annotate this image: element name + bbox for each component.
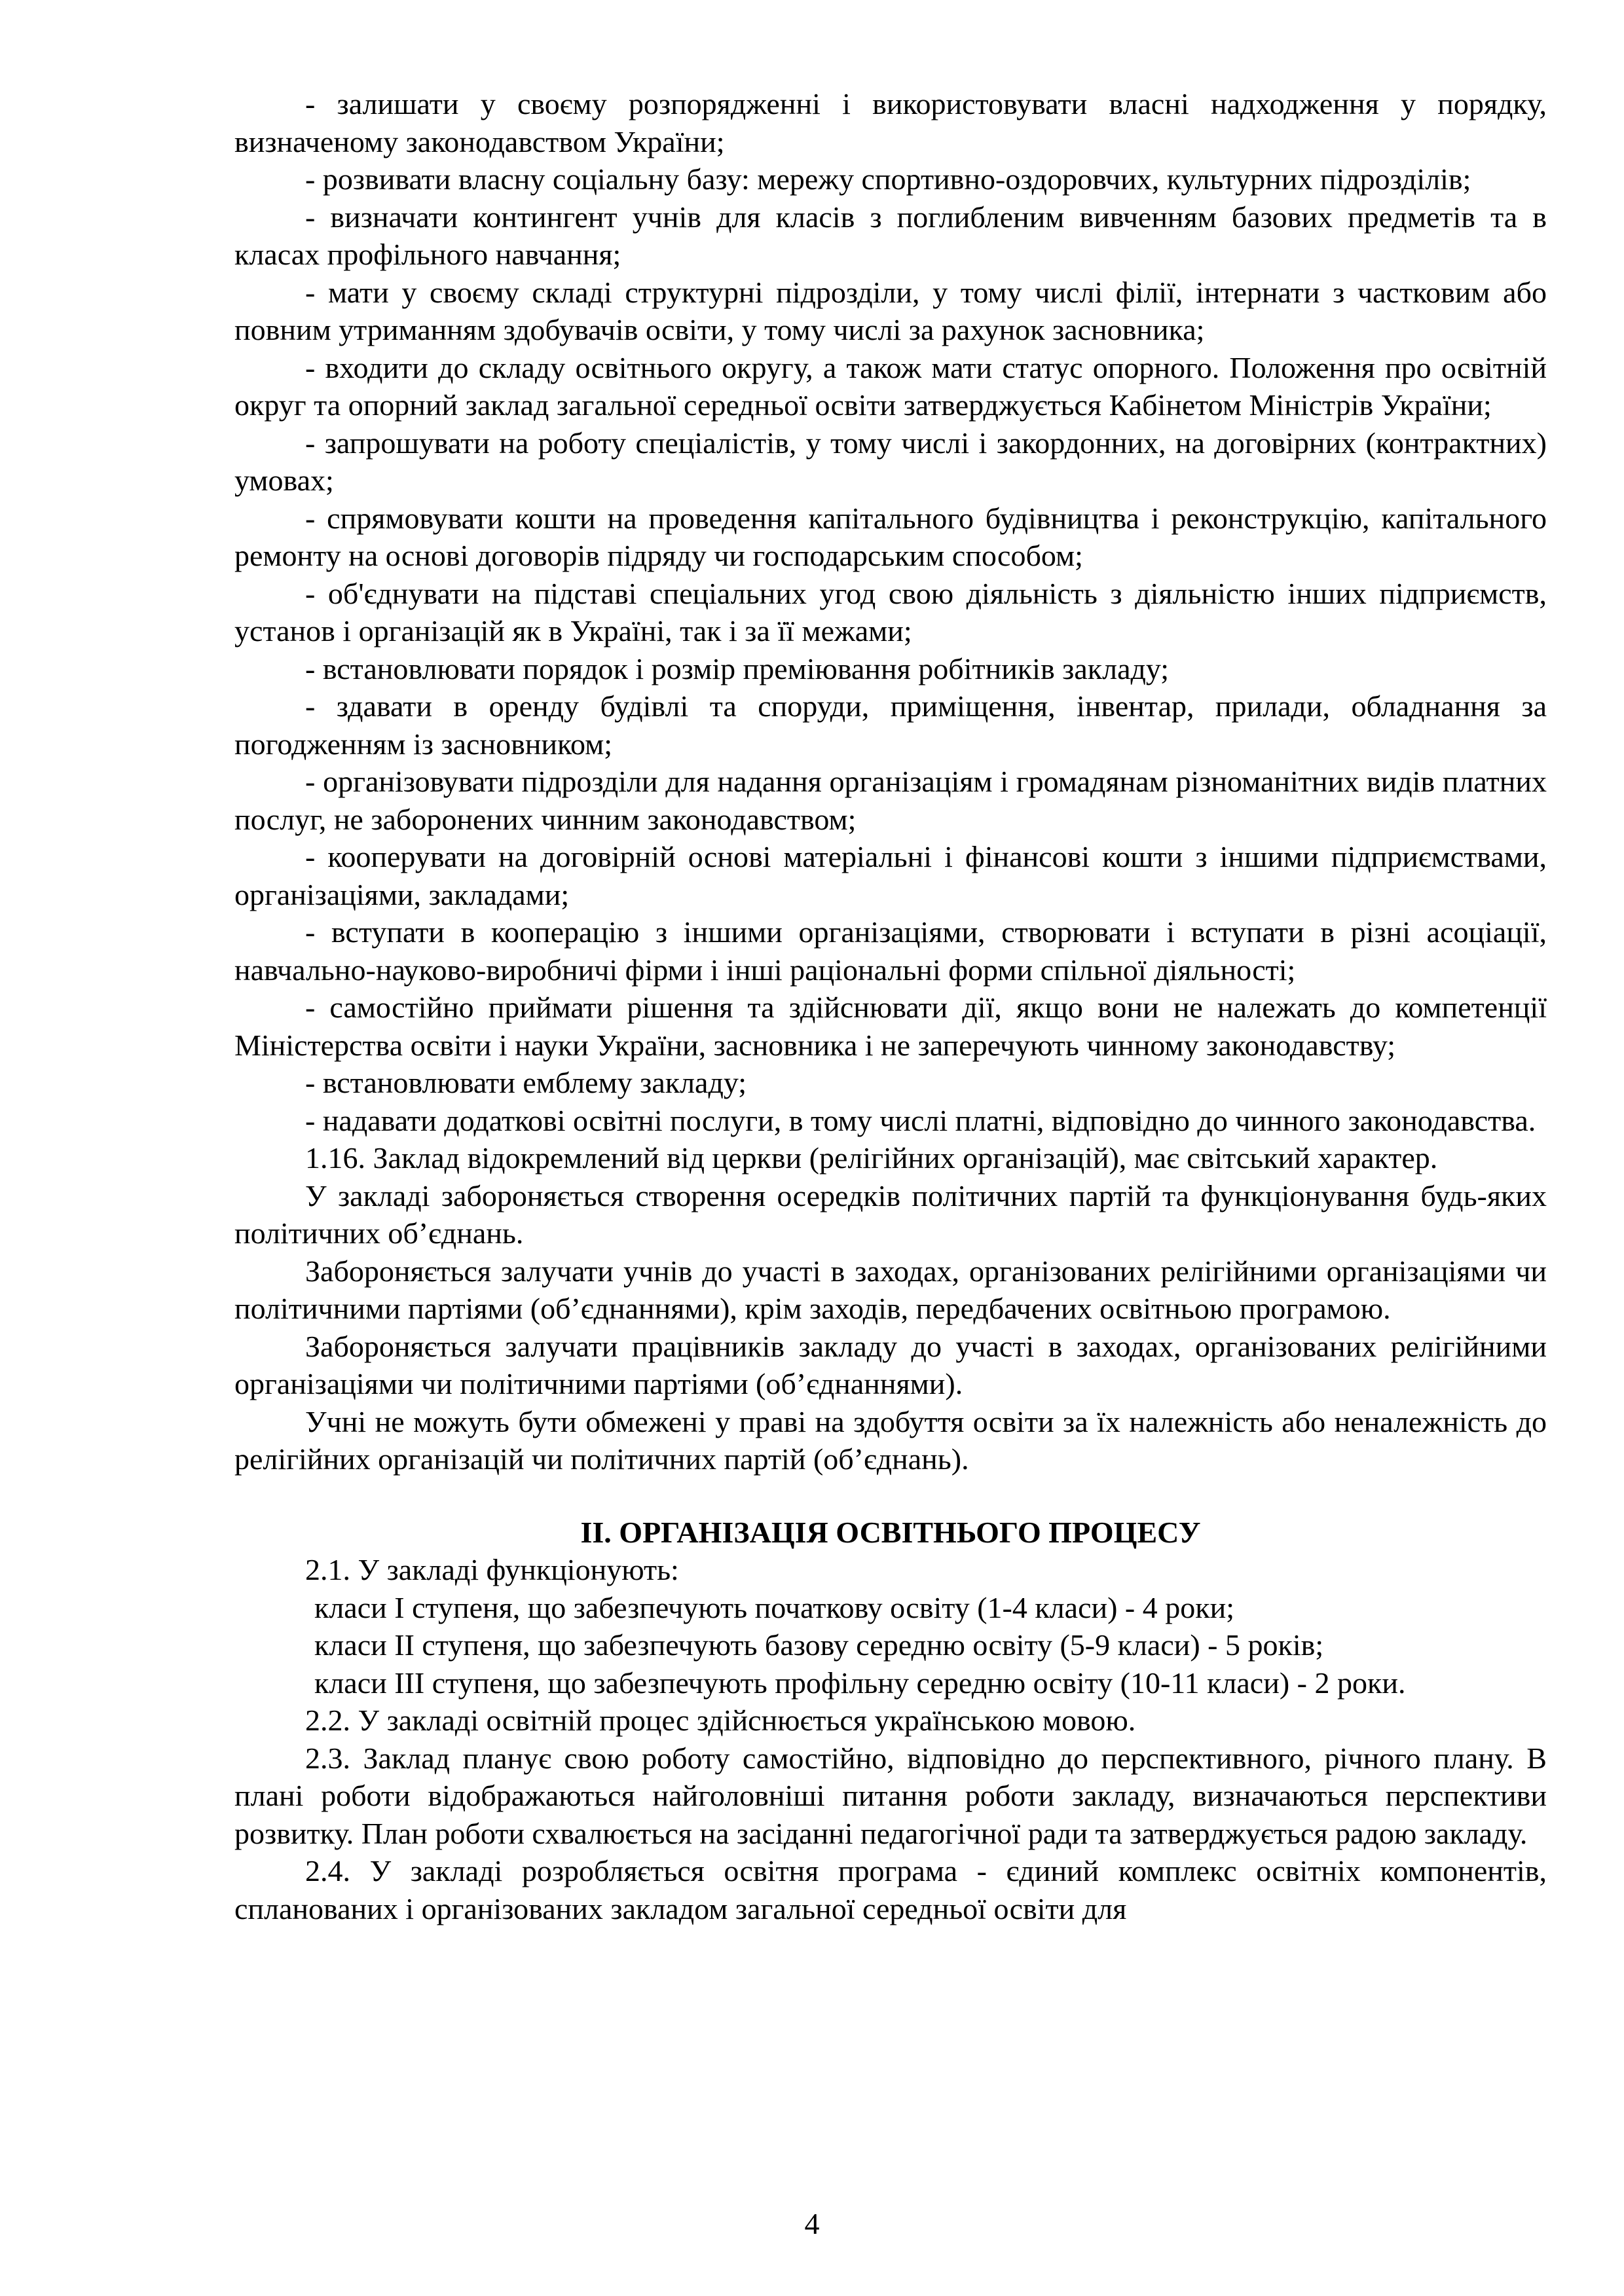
paragraph: 1.16. Заклад відокремлений від церкви (релігійних організацій), має світський характер. <box>305 1141 1438 1175</box>
rights-item: - організовувати підрозділи для надання організаціям і громадянам різноманітних видів платних послуг, не заборонених чинним законодавством; <box>234 765 1547 836</box>
rights-list <box>234 85 1547 1139</box>
rights-item: - встановлювати порядок і розмір преміювання робітників закладу; <box>305 651 1170 685</box>
page-content <box>234 85 1547 1927</box>
paragraph-2-3: 2.3. Заклад планує свою роботу самостійно, відповідно до перспективного, річного плану. В плані роботи відображаються найголовніші питання роботи закладу, визначаються перспективи розвитку. План роботи схвалюється на засіданні педагогічної ради та затверджується радою закладу. <box>234 1741 1547 1850</box>
section-1-16 <box>234 1139 1547 1478</box>
rights-item: - об'єднувати на підставі спеціальних угод свою діяльність з діяльністю інших підприємств, установ і організацій як в Україні, так і за її межами; <box>234 576 1547 647</box>
rights-item: - надавати додаткові освітні послуги, в тому числі платні, відповідно до чинного законодавства. <box>305 1103 1536 1137</box>
paragraph: У закладі забороняється створення осередків політичних партій та функціонування будь-яких політичних об’єднань. <box>234 1178 1547 1250</box>
paragraph: Забороняється залучати працівників закладу до участі в заходах, організованих релігійними організаціями чи політичними партіями (об’єднаннями). <box>234 1329 1547 1400</box>
paragraph-2-2: 2.2. У закладі освітній процес здійснюється українською мовою. <box>305 1704 1136 1737</box>
rights-item: - залишати у своєму розпорядженні і використовувати власні надходження у порядку, визначеному законодавством України; <box>234 87 1547 158</box>
page-number: 4 <box>804 2207 820 2240</box>
section-2 <box>234 1551 1547 1927</box>
rights-item: - здавати в оренду будівлі та споруди, приміщення, інвентар, прилади, обладнання за погодженням із засновником; <box>234 689 1547 761</box>
rights-item: - самостійно приймати рішення та здійснювати дії, якщо вони не належать до компетенції Міністерства освіти і науки України, засновника і не заперечують чинному законодавству; <box>234 991 1547 1062</box>
class-level-item: класи І ступеня, що забезпечують початкову освіту (1-4 класи) - 4 роки; <box>314 1590 1234 1624</box>
paragraph-2-4: 2.4. У закладі розробляється освітня програма - єдиний комплекс освітніх компонентів, спланованих і організованих закладом загальної середньої освіти для <box>234 1854 1547 1925</box>
rights-item: - розвивати власну соціальну базу: мережу спортивно-оздоровчих, культурних підрозділів; <box>305 162 1471 196</box>
rights-item: - запрошувати на роботу спеціалістів, у тому числі і закордонних, на договірних (контрактних) умовах; <box>234 426 1547 497</box>
class-level-item: класи ІІІ ступеня, що забезпечують профільну середню освіту (10-11 класи) - 2 роки. <box>314 1666 1406 1700</box>
paragraph-2-1: 2.1. У закладі функціонують: <box>305 1553 679 1586</box>
paragraph: Забороняється залучати учнів до участі в заходах, організованих релігійними організаціями чи політичними партіями (об’єднаннями), крім заходів, передбачених освітньою програмою. <box>234 1254 1547 1325</box>
rights-item: - спрямовувати кошти на проведення капітального будівництва і реконструкцію, капітального ремонту на основі договорів підряду чи господарським способом; <box>234 501 1547 572</box>
rights-item: - входити до складу освітнього округу, а також мати статус опорного. Положення про освітній округ та опорний заклад загальної середньої освіти затверджується Кабінетом Міністрів України; <box>234 350 1547 422</box>
rights-item: - кооперувати на договірній основі матеріальні і фінансові кошти з іншими підприємствами, організаціями, закладами; <box>234 840 1547 911</box>
rights-item: - мати у своєму складі структурні підрозділи, у тому числі філії, інтернати з частковим або повним утриманням здобувачів освіти, у тому числі за рахунок засновника; <box>234 275 1547 346</box>
class-level-item: класи ІІ ступеня, що забезпечують базову середню освіту (5-9 класи) - 5 років; <box>314 1628 1324 1662</box>
rights-item: - встановлювати емблему закладу; <box>305 1066 747 1099</box>
rights-item: - визначати контингент учнів для класів з поглибленим вивченням базових предметів та в класах профільного навчання; <box>234 200 1547 271</box>
paragraph: Учні не можуть бути обмежені у праві на здобуття освіти за їх належність або неналежність до релігійних організацій чи політичних партій (об’єднань). <box>234 1404 1547 1476</box>
class-levels-list <box>234 1589 1547 1702</box>
section-heading: ІІ. ОРГАНІЗАЦІЯ ОСВІТНЬОГО ПРОЦЕСУ <box>580 1515 1201 1549</box>
rights-item: - вступати в кооперацію з іншими організаціями, створювати і вступати в різні асоціації, навчально-науково-виробничі фірми і інші раціональні форми спільної діяльності; <box>234 915 1547 987</box>
